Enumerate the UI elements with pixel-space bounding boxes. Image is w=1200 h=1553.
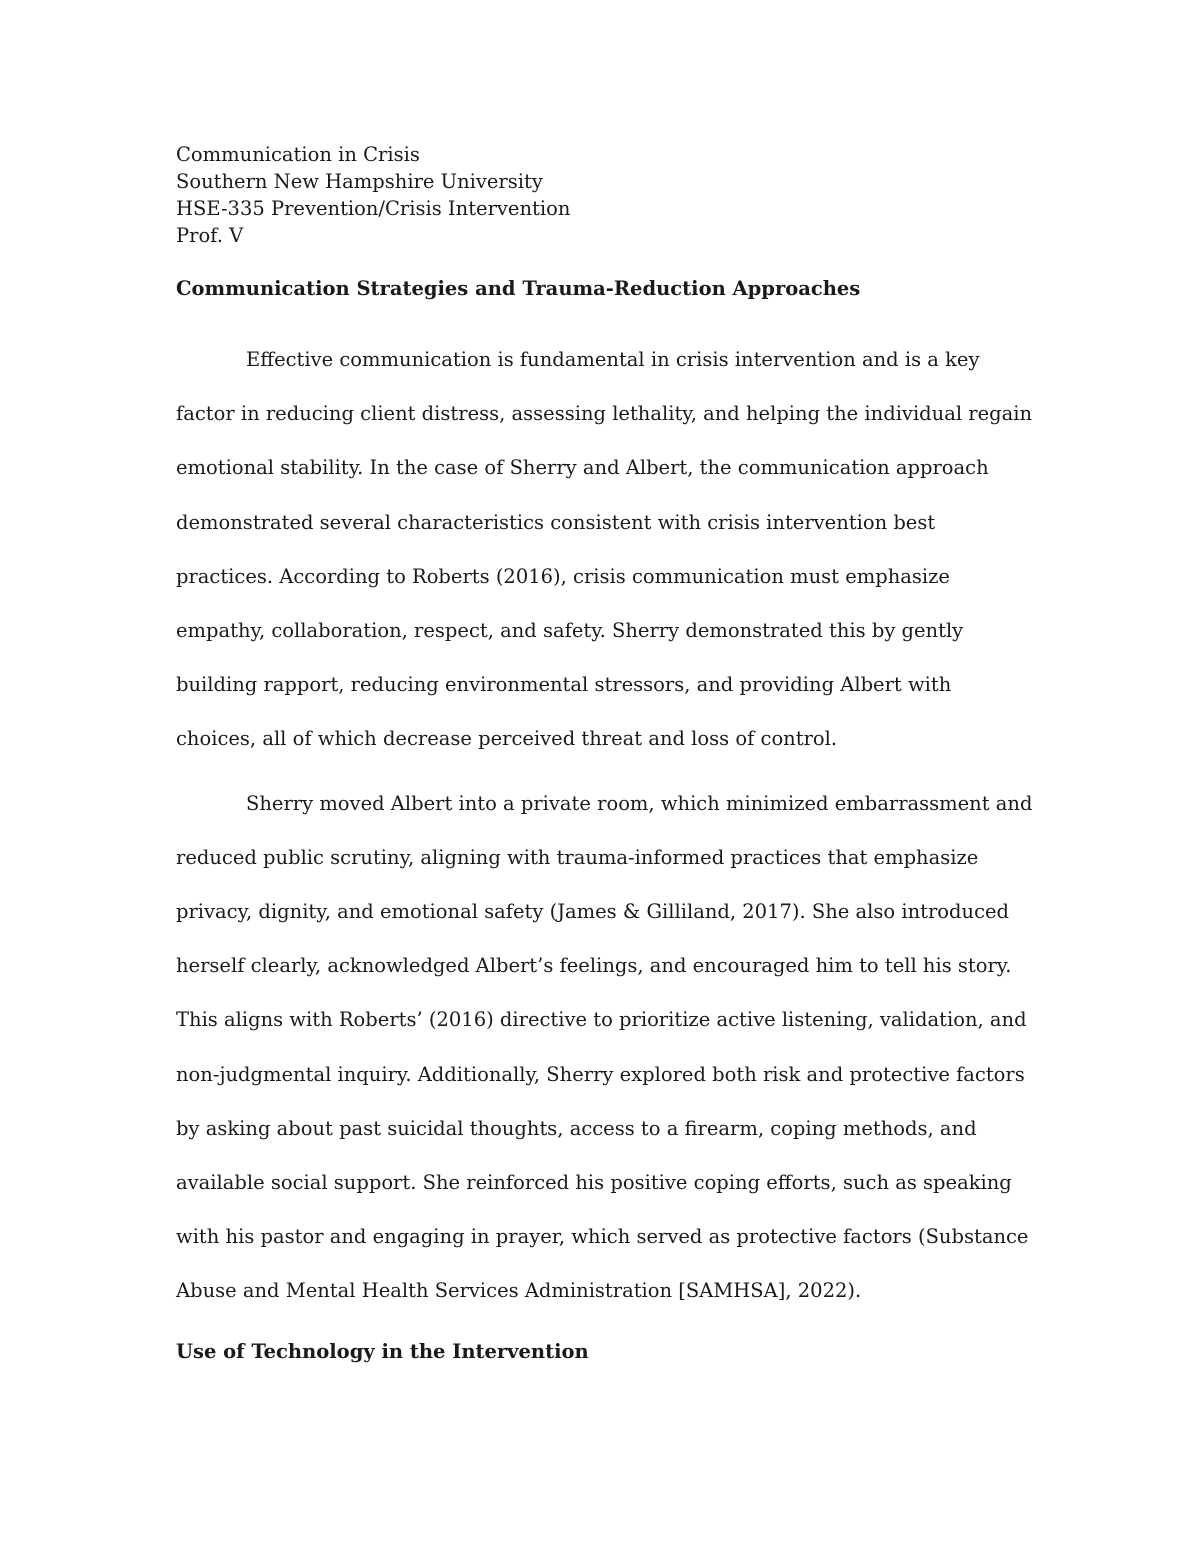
- paper-title: Communication in Crisis: [176, 143, 420, 166]
- section-heading-use-of-technology: Use of Technology in the Intervention: [176, 1339, 589, 1363]
- institution-name: Southern New Hampshire University: [176, 170, 543, 193]
- body-paragraph: Sherry moved Albert into a private room, which minimized embarrassment and reduced public scrutiny, aligning with trauma-informed practices that emphasize privacy, dignity, and emotional safety (James & Gilliland, 2017). She also introduced herself clearly, acknowledged Albert’s feelings, and encouraged him to tell his story. This aligns with Roberts’ (2016) directive to prioritize active listening, validation, and non-judgmental inquiry. Additionally, Sherry explored both risk and protective factors by asking about past suicidal thoughts, access to a firearm, coping methods, and available social support. She reinforced his positive coping efforts, such as speaking with his pastor and engaging in prayer, which served as protective factors (Substance Abuse and Mental Health Services Administration [SAMHSA], 2022).: [176, 791, 1033, 1303]
- section-heading-communication-strategies: Communication Strategies and Trauma-Reduction Approaches: [176, 277, 861, 300]
- document-header: [176, 141, 1036, 249]
- instructor-name: Prof. V: [176, 224, 244, 247]
- course-name: HSE-335 Prevention/Crisis Intervention: [176, 197, 571, 220]
- document-page: [176, 141, 1036, 1365]
- body-paragraph: Effective communication is fundamental in crisis intervention and is a key factor in reducing client distress, assessing lethality, and helping the individual regain emotional stability. In the case of Sherry and Albert, the communication approach demonstrated several characteristics consistent with crisis intervention best practices. According to Roberts (2016), crisis communication must emphasize empathy, collaboration, respect, and safety. Sherry demonstrated this by gently building rapport, reducing environmental stressors, and providing Albert with choices, all of which decrease perceived threat and loss of control.: [176, 348, 1033, 751]
